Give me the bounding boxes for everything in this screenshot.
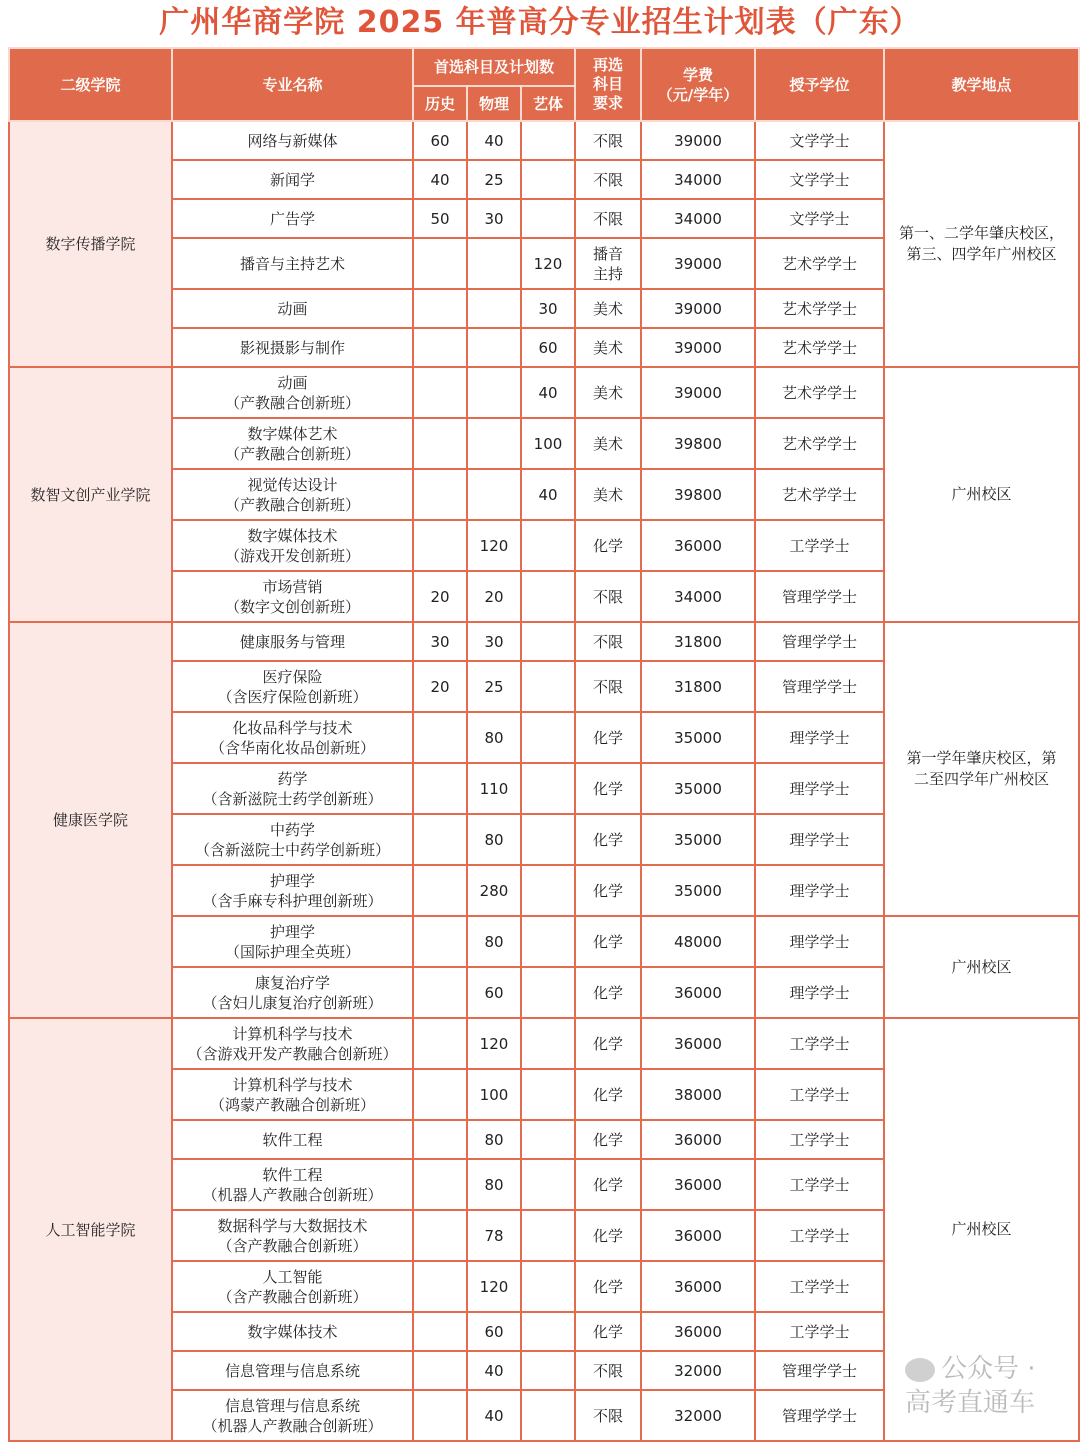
major-name: 计算机科学与技术 （鸿蒙产教融合创新班） [172,1069,413,1120]
reselect-requirement: 化学 [575,1069,641,1120]
major-name: 市场营销 （数字文创创新班） [172,571,413,622]
degree: 艺术学学士 [755,328,884,367]
college-name: 人工智能学院 [9,1018,172,1441]
reselect-requirement: 美术 [575,418,641,469]
quota-history [413,238,467,289]
quota-arts: 40 [521,367,575,418]
degree: 文学学士 [755,160,884,199]
quota-history [413,1018,467,1069]
reselect-requirement: 化学 [575,814,641,865]
tuition: 48000 [641,916,755,967]
tuition: 39000 [641,121,755,160]
major-name: 信息管理与信息系统 （机器人产教融合创新班） [172,1390,413,1441]
quota-history [413,916,467,967]
tuition: 39000 [641,238,755,289]
tuition: 39000 [641,289,755,328]
college-name: 数字传播学院 [9,121,172,367]
quota-history [413,763,467,814]
tuition: 31800 [641,622,755,661]
reselect-requirement: 化学 [575,1120,641,1159]
major-name: 软件工程 （机器人产教融合创新班） [172,1159,413,1210]
tuition: 36000 [641,1120,755,1159]
major-name: 数据科学与大数据技术 （含产教融合创新班） [172,1210,413,1261]
quota-physics: 25 [467,160,521,199]
degree: 艺术学学士 [755,238,884,289]
tuition: 34000 [641,160,755,199]
degree: 工学学士 [755,520,884,571]
quota-arts: 60 [521,328,575,367]
degree: 艺术学学士 [755,418,884,469]
quota-physics: 25 [467,661,521,712]
quota-physics: 20 [467,571,521,622]
degree: 工学学士 [755,1120,884,1159]
table-row [9,622,1079,661]
degree: 管理学学士 [755,622,884,661]
quota-arts [521,967,575,1018]
degree: 理学学士 [755,967,884,1018]
quota-history [413,367,467,418]
reselect-requirement: 不限 [575,1390,641,1441]
quota-physics [467,418,521,469]
reselect-requirement: 化学 [575,1159,641,1210]
quota-arts [521,1159,575,1210]
tuition: 36000 [641,1159,755,1210]
watermark-text: 公众号 · 高考直通车 [905,1354,1036,1418]
quota-physics [467,328,521,367]
quota-arts [521,622,575,661]
quota-arts [521,1018,575,1069]
reselect-requirement: 化学 [575,916,641,967]
major-name: 医疗保险 （含医疗保险创新班） [172,661,413,712]
quota-physics: 78 [467,1210,521,1261]
reselect-requirement: 不限 [575,160,641,199]
quota-physics: 30 [467,622,521,661]
quota-arts [521,571,575,622]
degree: 管理学学士 [755,571,884,622]
reselect-requirement: 化学 [575,520,641,571]
quota-arts: 30 [521,289,575,328]
major-name: 计算机科学与技术 （含游戏开发产教融合创新班） [172,1018,413,1069]
degree: 工学学士 [755,1312,884,1351]
quota-arts [521,1312,575,1351]
quota-arts [521,1351,575,1390]
reselect-requirement: 美术 [575,469,641,520]
tuition: 32000 [641,1351,755,1390]
quota-history: 30 [413,622,467,661]
header-major: 专业名称 [172,48,413,121]
tuition: 36000 [641,1018,755,1069]
quota-history [413,1069,467,1120]
quota-physics: 280 [467,865,521,916]
enrollment-plan-table [8,47,1080,1442]
major-name: 人工智能 （含产教融合创新班） [172,1261,413,1312]
major-name: 网络与新媒体 [172,121,413,160]
college-name: 健康医学院 [9,622,172,1018]
quota-arts [521,916,575,967]
quota-arts [521,712,575,763]
quota-arts [521,763,575,814]
degree: 工学学士 [755,1069,884,1120]
teaching-location: 广州校区 [884,367,1079,622]
reselect-requirement: 不限 [575,661,641,712]
major-name: 广告学 [172,199,413,238]
degree: 管理学学士 [755,661,884,712]
teaching-location: 第一学年肇庆校区，第 二至四学年广州校区 [884,622,1079,916]
reselect-requirement: 不限 [575,622,641,661]
quota-physics: 80 [467,916,521,967]
major-name: 护理学 （国际护理全英班） [172,916,413,967]
tuition: 35000 [641,865,755,916]
quota-arts [521,1069,575,1120]
quota-history [413,418,467,469]
reselect-requirement: 化学 [575,1312,641,1351]
tuition: 34000 [641,199,755,238]
degree: 管理学学士 [755,1351,884,1390]
quota-history [413,865,467,916]
quota-physics: 120 [467,520,521,571]
tuition: 35000 [641,763,755,814]
reselect-requirement: 化学 [575,712,641,763]
wechat-icon [905,1358,935,1382]
table-row [9,367,1079,418]
quota-arts [521,160,575,199]
quota-physics: 80 [467,814,521,865]
header-college: 二级学院 [9,48,172,121]
reselect-requirement: 化学 [575,1018,641,1069]
major-name: 数字媒体技术 [172,1312,413,1351]
tuition: 34000 [641,571,755,622]
header-arts: 艺体 [521,86,575,121]
quota-history [413,1159,467,1210]
quota-history [413,1210,467,1261]
reselect-requirement: 不限 [575,1351,641,1390]
quota-history [413,1312,467,1351]
quota-arts: 120 [521,238,575,289]
quota-physics: 60 [467,1312,521,1351]
teaching-location: 广州校区 [884,1018,1079,1441]
reselect-requirement: 美术 [575,328,641,367]
degree: 工学学士 [755,1159,884,1210]
quota-physics [467,469,521,520]
major-name: 中药学 （含新滋院士中药学创新班） [172,814,413,865]
degree: 文学学士 [755,199,884,238]
reselect-requirement: 美术 [575,367,641,418]
table-body [9,121,1079,1441]
major-name: 数字媒体技术 （游戏开发创新班） [172,520,413,571]
quota-physics: 80 [467,1159,521,1210]
header-history: 历史 [413,86,467,121]
quota-physics [467,367,521,418]
major-name: 动画 （产教融合创新班） [172,367,413,418]
quota-arts [521,814,575,865]
major-name: 化妆品科学与技术 （含华南化妆品创新班） [172,712,413,763]
quota-arts [521,1210,575,1261]
degree: 工学学士 [755,1261,884,1312]
tuition: 39800 [641,418,755,469]
major-name: 软件工程 [172,1120,413,1159]
major-name: 影视摄影与制作 [172,328,413,367]
tuition: 35000 [641,712,755,763]
header-tuition: 学费 （元/学年） [641,48,755,121]
quota-history [413,469,467,520]
reselect-requirement: 化学 [575,967,641,1018]
header-degree: 授予学位 [755,48,884,121]
quota-arts: 40 [521,469,575,520]
quota-physics: 80 [467,712,521,763]
tuition: 38000 [641,1069,755,1120]
tuition: 36000 [641,967,755,1018]
quota-physics: 120 [467,1018,521,1069]
degree: 艺术学学士 [755,367,884,418]
quota-history: 40 [413,160,467,199]
degree: 理学学士 [755,865,884,916]
major-name: 护理学 （含手麻专科护理创新班） [172,865,413,916]
quota-physics: 110 [467,763,521,814]
degree: 管理学学士 [755,1390,884,1441]
tuition: 36000 [641,520,755,571]
degree: 理学学士 [755,763,884,814]
reselect-requirement: 不限 [575,199,641,238]
major-name: 新闻学 [172,160,413,199]
quota-arts [521,865,575,916]
reselect-requirement: 化学 [575,1210,641,1261]
reselect-requirement: 化学 [575,763,641,814]
major-name: 信息管理与信息系统 [172,1351,413,1390]
degree: 理学学士 [755,916,884,967]
quota-physics: 40 [467,1390,521,1441]
college-name: 数智文创产业学院 [9,367,172,622]
reselect-requirement: 美术 [575,289,641,328]
tuition: 39000 [641,328,755,367]
degree: 理学学士 [755,712,884,763]
tuition: 36000 [641,1261,755,1312]
table-row [9,1018,1079,1069]
quota-arts [521,1390,575,1441]
quota-physics [467,289,521,328]
header-reselect: 再选 科目 要求 [575,48,641,121]
quota-history [413,289,467,328]
watermark [905,1352,1055,1420]
tuition: 35000 [641,814,755,865]
major-name: 药学 （含新滋院士药学创新班） [172,763,413,814]
reselect-requirement: 化学 [575,1261,641,1312]
quota-physics [467,238,521,289]
major-name: 数字媒体艺术 （产教融合创新班） [172,418,413,469]
quota-history [413,814,467,865]
quota-history [413,1390,467,1441]
reselect-requirement: 不限 [575,121,641,160]
quota-history [413,1351,467,1390]
quota-history: 60 [413,121,467,160]
quota-physics: 100 [467,1069,521,1120]
degree: 理学学士 [755,814,884,865]
quota-history: 20 [413,661,467,712]
quota-arts [521,520,575,571]
quota-arts [521,661,575,712]
degree: 工学学士 [755,1210,884,1261]
header-location: 教学地点 [884,48,1079,121]
quota-physics: 40 [467,1351,521,1390]
teaching-location: 广州校区 [884,916,1079,1018]
major-name: 康复治疗学 （含妇儿康复治疗创新班） [172,967,413,1018]
table-row [9,121,1079,160]
tuition: 36000 [641,1210,755,1261]
degree: 工学学士 [755,1018,884,1069]
degree: 文学学士 [755,121,884,160]
quota-history [413,520,467,571]
major-name: 视觉传达设计 （产教融合创新班） [172,469,413,520]
quota-physics: 40 [467,121,521,160]
tuition: 39800 [641,469,755,520]
header-physics: 物理 [467,86,521,121]
quota-arts [521,199,575,238]
reselect-requirement: 播音 主持 [575,238,641,289]
tuition: 32000 [641,1390,755,1441]
degree: 艺术学学士 [755,289,884,328]
quota-history [413,328,467,367]
reselect-requirement: 化学 [575,865,641,916]
quota-history: 50 [413,199,467,238]
quota-physics: 30 [467,199,521,238]
major-name: 动画 [172,289,413,328]
quota-physics: 60 [467,967,521,1018]
quota-arts [521,121,575,160]
quota-physics: 120 [467,1261,521,1312]
degree: 艺术学学士 [755,469,884,520]
header-subjects-group: 首选科目及计划数 [413,48,575,86]
quota-history [413,967,467,1018]
quota-history [413,1120,467,1159]
quota-arts [521,1261,575,1312]
quota-history [413,1261,467,1312]
major-name: 健康服务与管理 [172,622,413,661]
reselect-requirement: 不限 [575,571,641,622]
quota-arts: 100 [521,418,575,469]
page-title: 广州华商学院 2025 年普高分专业招生计划表（广东） [159,5,921,40]
tuition: 31800 [641,661,755,712]
teaching-location: 第一、二学年肇庆校区， 第三、四学年广州校区 [884,121,1079,367]
tuition: 39000 [641,367,755,418]
table-header [9,48,1079,121]
quota-history [413,712,467,763]
major-name: 播音与主持艺术 [172,238,413,289]
quota-arts [521,1120,575,1159]
quota-history: 20 [413,571,467,622]
tuition: 36000 [641,1312,755,1351]
quota-physics: 80 [467,1120,521,1159]
